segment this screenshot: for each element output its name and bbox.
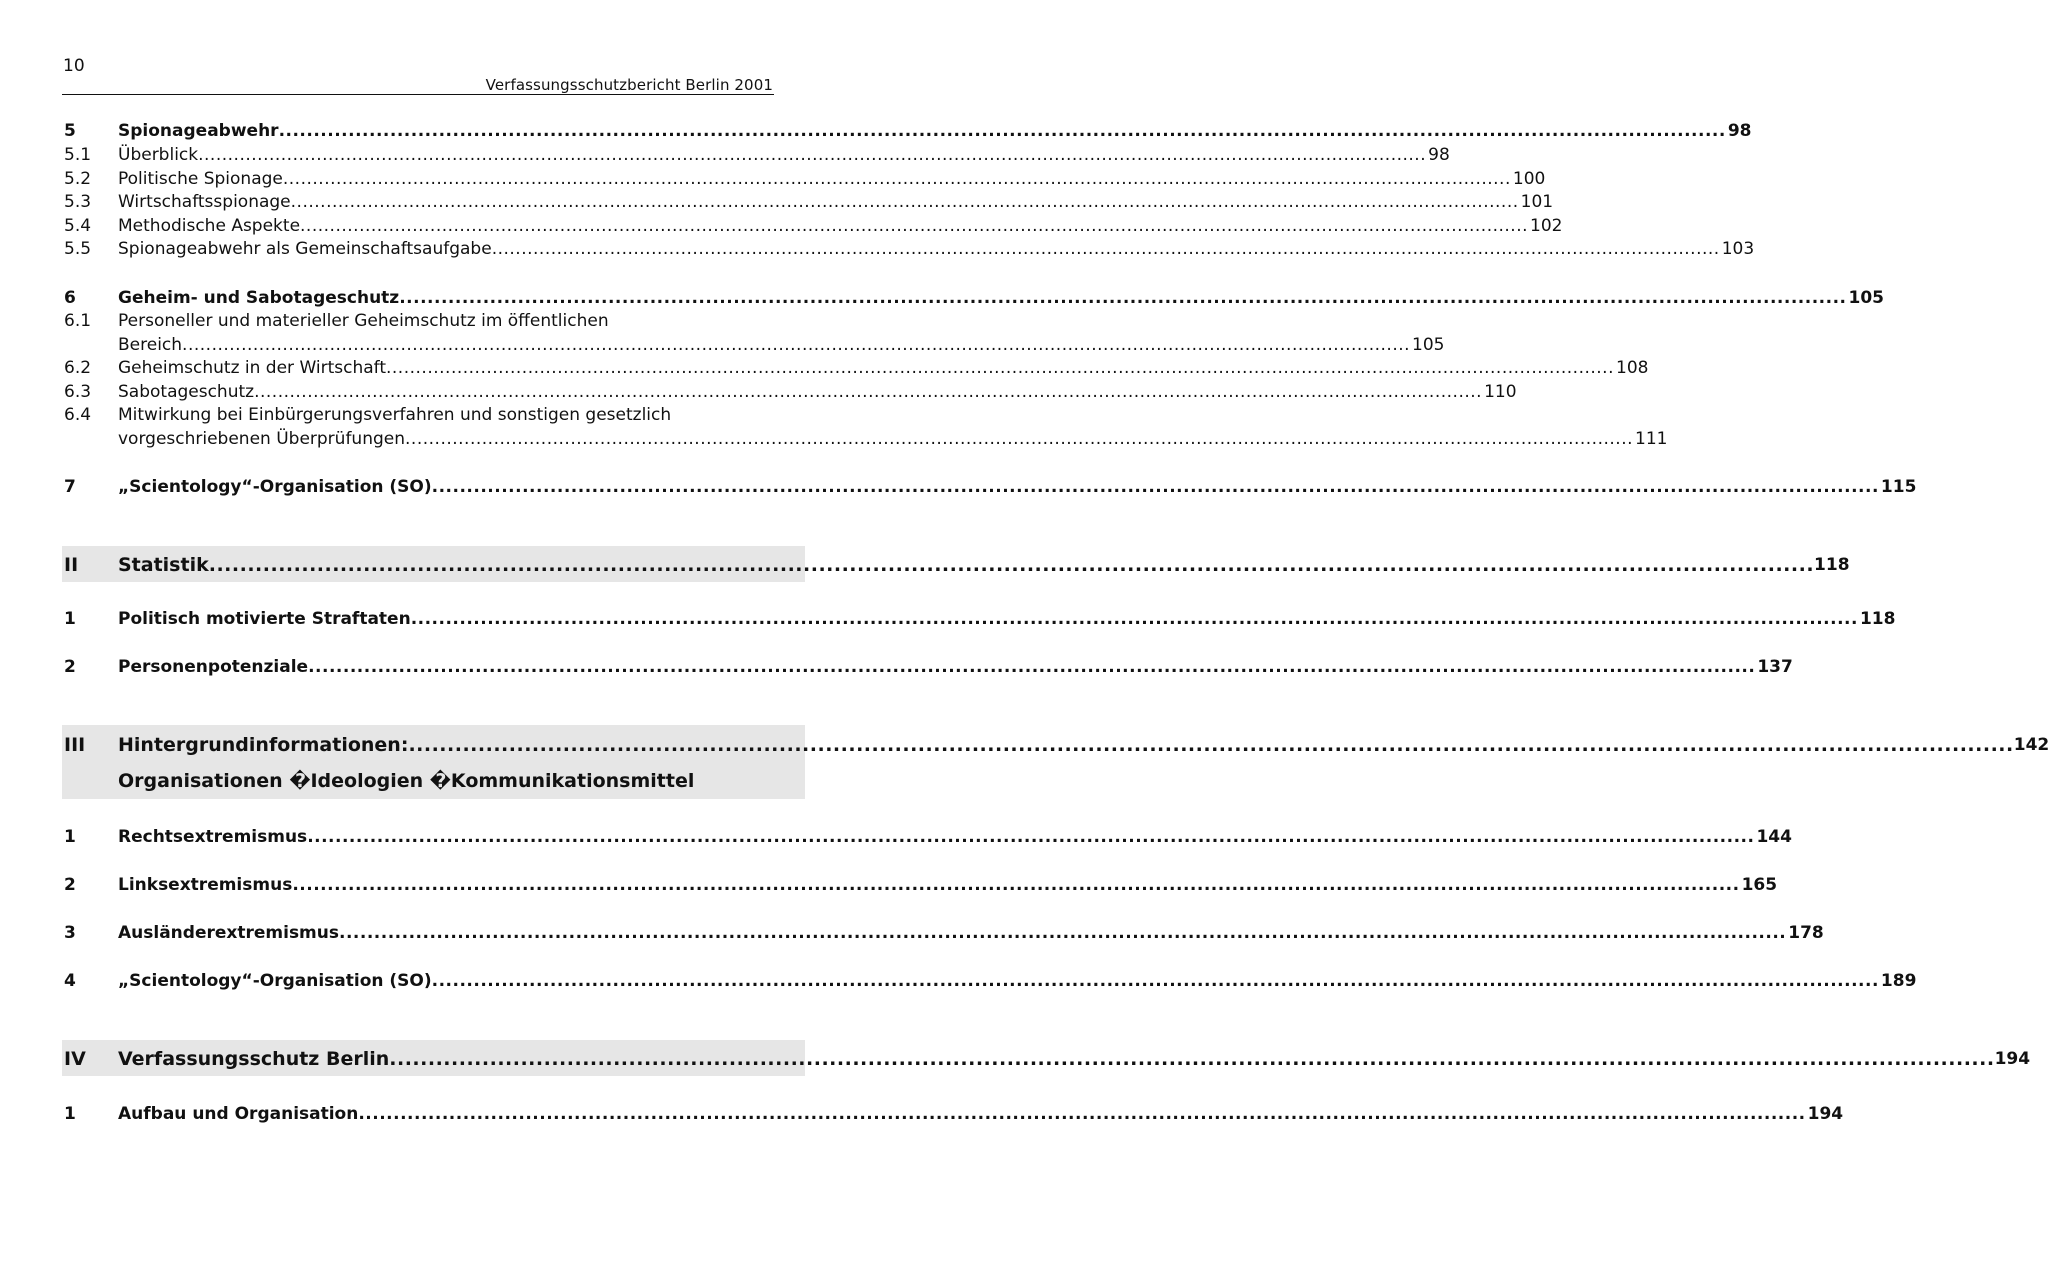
toc-title: Personenpotenziale (118, 657, 309, 677)
toc-number: 5.4 (64, 216, 92, 236)
toc-part-number: III (64, 734, 86, 756)
toc-number: 6.2 (64, 358, 92, 378)
toc-entry-6-3[interactable] (64, 380, 1517, 404)
toc-title: Überblick (118, 145, 199, 165)
toc-part-number: IV (64, 1048, 86, 1070)
toc-title: Aufbau und Organisation (118, 1104, 359, 1124)
dot-leader: ................................................................................................................................................................................................................ (307, 827, 1755, 847)
toc-number: 3 (64, 923, 76, 943)
toc-part-iv[interactable] (64, 1045, 2031, 1073)
toc-entry-6-2[interactable] (64, 356, 1649, 380)
toc-page: 108 (1616, 358, 1649, 378)
dot-leader: ................................................................................................................................................................................................................ (399, 288, 1847, 308)
toc-title-continued: Bereich (118, 335, 183, 355)
toc-entry-5-4[interactable] (64, 214, 1563, 238)
running-header: Verfassungsschutzbericht Berlin 2001 (485, 76, 773, 94)
toc-page: 142 (2013, 735, 2049, 755)
dot-leader: ................................................................................................................................................................................................................ (292, 875, 1740, 895)
toc-page: 102 (1530, 216, 1563, 236)
toc-entry-5-1[interactable] (64, 143, 1450, 167)
toc-entry-ii-1[interactable] (64, 607, 1896, 631)
toc-part-title: Statistik (118, 554, 209, 576)
toc-entry-ii-2[interactable] (64, 655, 1793, 679)
toc-page: 194 (1807, 1104, 1844, 1124)
toc-title: Linksextremismus (118, 875, 293, 895)
toc-page: 194 (1994, 1049, 2031, 1069)
toc-title: „Scientology“-Organisation (SO) (118, 971, 432, 991)
dot-leader: ................................................................................................................................................................................................................ (358, 1104, 1806, 1124)
toc-number: 5.3 (64, 192, 92, 212)
dot-leader: ................................................................................................................................................................................................................ (405, 429, 1634, 449)
toc-title: Methodische Aspekte (118, 216, 301, 236)
toc-number: 5 (64, 121, 76, 141)
dot-leader: ................................................................................................................................................................................................................ (300, 216, 1529, 236)
toc-title-continued: vorgeschriebenen Überprüfungen (118, 429, 406, 449)
dot-leader: ................................................................................................................................................................................................................ (208, 554, 1815, 576)
page-number: 10 (63, 56, 85, 76)
toc-number: 5.1 (64, 145, 92, 165)
toc-page: 101 (1520, 192, 1554, 212)
toc-part-subtitle: Organisationen �Ideologien �Kommunikationsmittel (118, 770, 695, 792)
toc-page: 189 (1880, 971, 1917, 991)
dot-leader: ................................................................................................................................................................................................................ (308, 657, 1756, 677)
toc-page: 98 (1727, 121, 1752, 141)
dot-leader: ................................................................................................................................................................................................................ (290, 192, 1519, 212)
toc-number: 1 (64, 1104, 76, 1124)
toc-number: 6 (64, 288, 76, 308)
toc-page: 118 (1814, 555, 1850, 575)
dot-leader: ................................................................................................................................................................................................................ (408, 734, 2014, 756)
toc-page: 137 (1757, 657, 1793, 677)
toc-entry-5-2[interactable] (64, 167, 1546, 191)
dot-leader: ................................................................................................................................................................................................................ (254, 382, 1483, 402)
toc-page: 111 (1635, 429, 1668, 449)
toc-part-number: II (64, 554, 79, 576)
toc-page: 118 (1859, 609, 1896, 629)
dot-leader: ................................................................................................................................................................................................................ (282, 169, 1511, 189)
dot-leader: ................................................................................................................................................................................................................ (431, 477, 1879, 497)
toc-page: 144 (1756, 827, 1792, 847)
dot-leader: ................................................................................................................................................................................................................ (431, 971, 1879, 991)
toc-entry-5-3[interactable] (64, 190, 1554, 214)
toc-title: Politische Spionage (118, 169, 283, 189)
toc-number: 7 (64, 477, 76, 497)
toc-page: 178 (1788, 923, 1824, 943)
toc-number: 1 (64, 827, 76, 847)
toc-title: Personeller und materieller Geheimschutz im öffentlichen (118, 311, 609, 331)
toc-number: 2 (64, 657, 76, 677)
toc-number: 5.5 (64, 239, 92, 259)
toc-entry-iv-1[interactable] (64, 1102, 1844, 1126)
toc-entry-6[interactable] (64, 286, 1884, 310)
toc-title: Ausländerextremismus (118, 923, 339, 943)
toc-part-title: Verfassungsschutz Berlin (118, 1048, 390, 1070)
dot-leader: ................................................................................................................................................................................................................ (410, 609, 1858, 629)
toc-page: 165 (1741, 875, 1778, 895)
toc-page: 110 (1484, 382, 1517, 402)
toc-number: 6.1 (64, 311, 92, 331)
toc-page: 105 (1412, 335, 1445, 355)
dot-leader: ................................................................................................................................................................................................................ (278, 121, 1726, 141)
toc-entry-5[interactable] (64, 119, 1752, 143)
toc-page: 115 (1880, 477, 1917, 497)
toc-entry-iii-3[interactable] (64, 921, 1824, 945)
toc-part-iii[interactable] (64, 731, 2049, 792)
toc-title: Sabotageschutz (118, 382, 255, 402)
toc-number: 1 (64, 609, 76, 629)
toc-entry-6-4[interactable] (64, 403, 1668, 451)
toc-title: Mitwirkung bei Einbürgerungsverfahren und sonstigen gesetzlich (118, 405, 672, 425)
toc-number: 4 (64, 971, 76, 991)
toc-number: 6.3 (64, 382, 92, 402)
toc-number: 2 (64, 875, 76, 895)
toc-entry-iii-1[interactable] (64, 825, 1792, 849)
dot-leader: ................................................................................................................................................................................................................ (389, 1048, 1995, 1070)
toc-page: 105 (1848, 288, 1884, 308)
toc-page: 100 (1512, 169, 1546, 189)
toc-entry-5-5[interactable] (64, 237, 1755, 261)
dot-leader: ................................................................................................................................................................................................................ (491, 239, 1720, 259)
toc-page: 98 (1428, 145, 1450, 165)
toc-title: Geheimschutz in der Wirtschaft (118, 358, 386, 378)
toc-title: Wirtschaftsspionage (118, 192, 291, 212)
toc-page: 103 (1721, 239, 1755, 259)
toc-number: 6.4 (64, 405, 92, 425)
toc-title: Spionageabwehr als Gemeinschaftsaufgabe (118, 239, 492, 259)
dot-leader: ................................................................................................................................................................................................................ (386, 358, 1614, 378)
toc-title: „Scientology“-Organisation (SO) (118, 477, 432, 497)
toc-part-title: Hintergrundinformationen: (118, 734, 409, 756)
dot-leader: ................................................................................................................................................................................................................ (182, 335, 1411, 355)
header-rule (62, 94, 774, 95)
toc-title: Politisch motivierte Straftaten (118, 609, 411, 629)
toc-title: Rechtsextremismus (118, 827, 308, 847)
toc-entry-iii-4[interactable] (64, 969, 1917, 993)
toc-part-ii[interactable] (64, 551, 1850, 579)
toc-entry-iii-2[interactable] (64, 873, 1778, 897)
dot-leader: ................................................................................................................................................................................................................ (339, 923, 1787, 943)
toc-title: Geheim- und Sabotageschutz (118, 288, 400, 308)
toc-entry-7[interactable] (64, 475, 1917, 499)
toc-number: 5.2 (64, 169, 92, 189)
toc-entry-6-1[interactable] (64, 309, 1445, 357)
dot-leader: ................................................................................................................................................................................................................ (198, 145, 1427, 165)
toc-title: Spionageabwehr (118, 121, 279, 141)
